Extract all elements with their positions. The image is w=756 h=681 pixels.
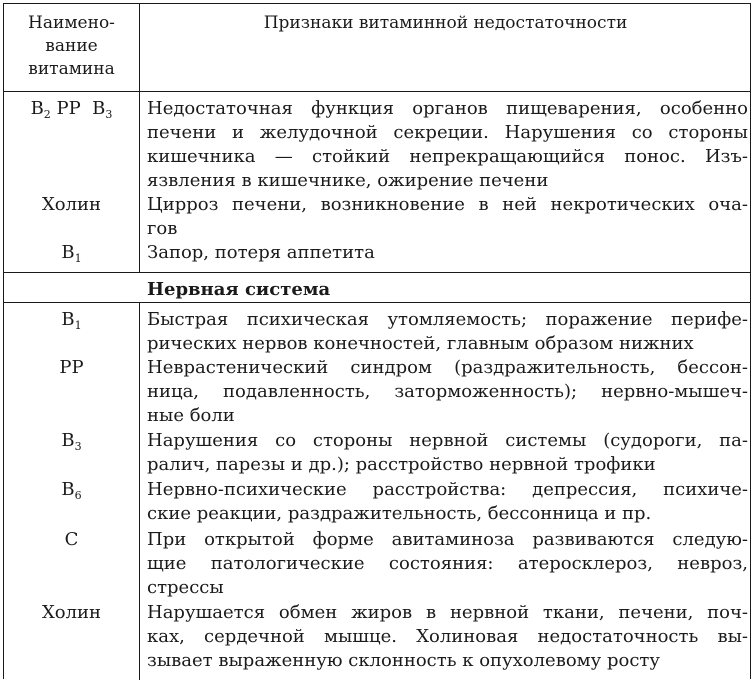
- description-line: зывает выраженную склонность к опухолевому росту: [147, 650, 660, 671]
- vitamin-subscript: 1: [74, 319, 82, 332]
- vitamin-name: B: [61, 430, 75, 451]
- vitamin-cell: [4, 601, 139, 625]
- deficiency-signs-cell: [147, 601, 748, 673]
- vitamin-subscript: 1: [74, 252, 82, 265]
- column-divider-bottom: [139, 302, 140, 680]
- deficiency-signs-cell: [147, 356, 748, 428]
- description-line: ница, подавленность, заторможенность); нервно-мышеч-: [147, 381, 748, 402]
- description-line: При открытой форме авитаминоза развиваются следую-: [147, 529, 748, 550]
- vitamin-name: PP: [59, 357, 84, 378]
- description-line: Запор, потеря аппетита: [147, 242, 375, 263]
- vitamin-subscript: 3: [105, 108, 113, 121]
- description-line: щие патологические состояния: атеросклероз, невроз,: [147, 553, 748, 574]
- vitamin-name: C: [64, 529, 79, 550]
- description-line: Нарушается обмен жиров в нервной ткани, печени, поч-: [147, 602, 748, 623]
- description-line: ках, сердечной мышце. Холиновая недостаточность вы-: [147, 626, 748, 647]
- vitamin-header-line: вание: [45, 36, 98, 56]
- deficiency-signs-cell: [147, 241, 748, 265]
- description-line: рических нервов конечностей, главным образом нижних: [147, 333, 694, 354]
- section-divider-top: [4, 272, 750, 273]
- vitamin-subscript: 3: [74, 440, 82, 453]
- deficiency-signs-cell: [147, 528, 748, 600]
- vitamin-name: B: [61, 479, 75, 500]
- signs-column-header: Признаки витаминной недостаточности: [263, 13, 628, 33]
- column-divider-top: [139, 4, 140, 272]
- vitamin-cell: [4, 356, 139, 380]
- deficiency-signs-cell: [147, 97, 748, 193]
- deficiency-signs-cell: [147, 308, 748, 356]
- vitamin-cell: [4, 241, 139, 265]
- description-line: Цирроз печени, возникновение в ней некротических оча-: [147, 194, 748, 215]
- description-line: ские реакции, раздражительность, бессонница и пр.: [147, 503, 652, 524]
- vitamin-cell: [4, 308, 139, 332]
- vitamin-name: B: [61, 242, 75, 263]
- vitamin-name: Холин: [41, 194, 102, 215]
- vitamin-subscript: 2: [43, 108, 51, 121]
- deficiency-signs-cell: [147, 193, 748, 241]
- description-line: кишечника — стойкий непрекращающийся понос. Изъ-: [147, 146, 748, 167]
- description-line: Неврастенический синдром (раздражительность, бессон-: [147, 357, 748, 378]
- description-line: стрессы: [147, 577, 224, 598]
- vitamin-name: B: [30, 98, 44, 119]
- description-line: Нарушения со стороны нервной системы (судороги, па-: [147, 430, 748, 451]
- description-line: язвления в кишечнике, ожирение печени: [147, 170, 549, 191]
- vitamin-deficiency-table: [3, 3, 751, 679]
- description-line: гов: [147, 218, 178, 239]
- vitamin-name: B: [61, 309, 75, 330]
- section-divider-bottom: [4, 302, 750, 303]
- header-divider: [4, 91, 750, 92]
- description-line: печени и желудочной секреции. Нарушения со стороны: [147, 122, 748, 143]
- vitamin-name: PP B: [50, 98, 106, 119]
- description-line: ралич, парезы и др.); расстройство нервной трофики: [147, 454, 656, 475]
- vitamin-cell: [4, 478, 139, 502]
- vitamin-header-line: витамина: [28, 59, 115, 79]
- deficiency-signs-cell: [147, 478, 748, 526]
- description-line: ные боли: [147, 405, 235, 426]
- vitamin-cell: [4, 97, 139, 121]
- description-line: Нервно-психические расстройства: депрессия, психиче-: [147, 479, 748, 500]
- section-title: Нервная система: [147, 279, 331, 300]
- vitamin-subscript: 6: [74, 489, 82, 502]
- vitamin-cell: [4, 528, 139, 552]
- vitamin-name: Холин: [41, 602, 102, 623]
- vitamin-header-line: Наимено-: [28, 13, 115, 33]
- deficiency-signs-cell: [147, 429, 748, 477]
- vitamin-cell: [4, 193, 139, 217]
- vitamin-column-header: [4, 12, 139, 81]
- vitamin-cell: [4, 429, 139, 453]
- description-line: Недостаточная функция органов пищеварения, особенно: [147, 98, 748, 119]
- description-line: Быстрая психическая утомляемость; поражение перифе-: [147, 309, 748, 330]
